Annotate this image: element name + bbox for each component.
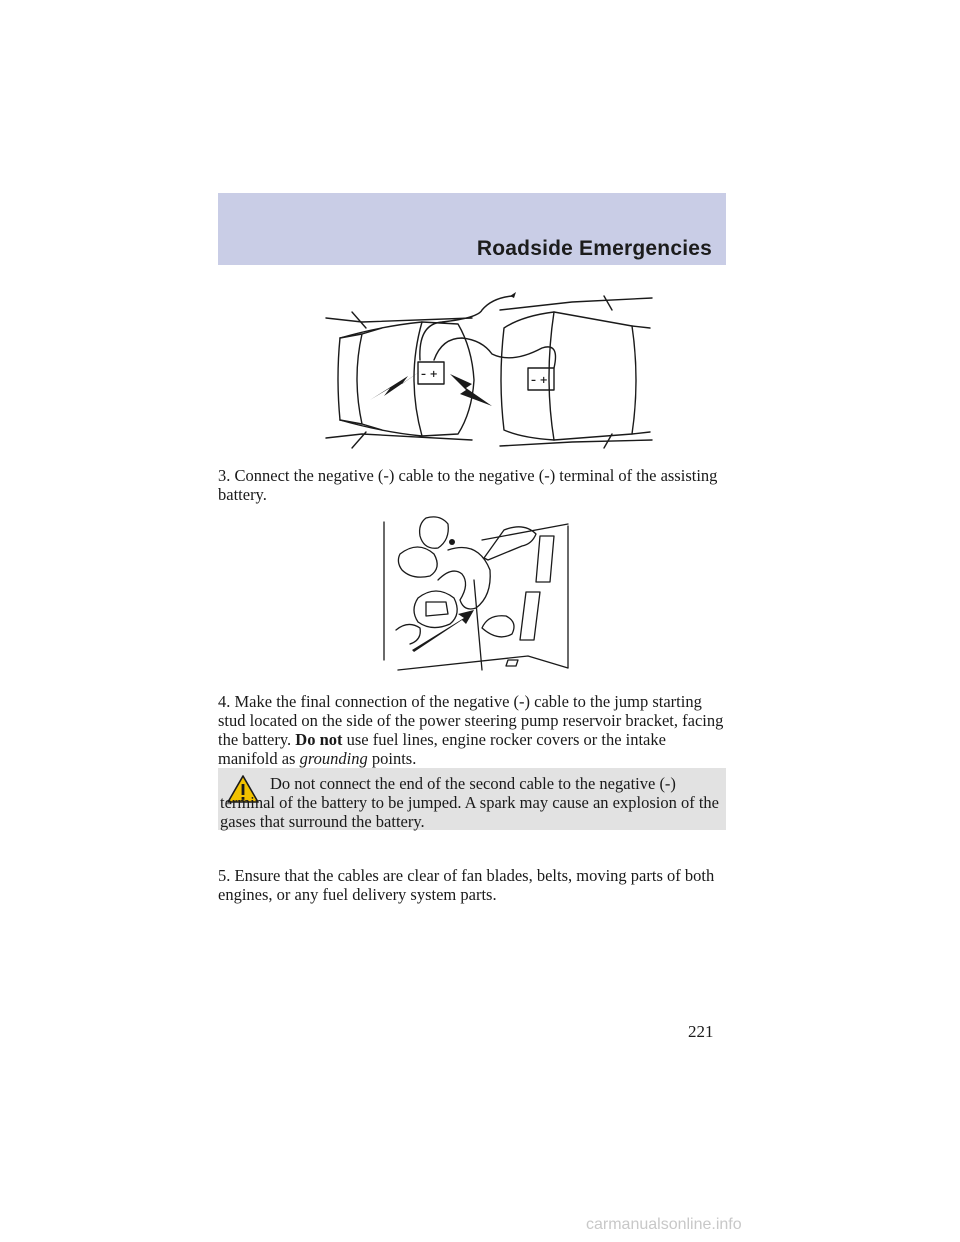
step-4-text-end: points. <box>367 749 417 768</box>
battery-b-terminals: – + <box>531 375 548 386</box>
section-title: Roadside Emergencies <box>476 237 712 260</box>
warning-box <box>218 768 726 830</box>
section-header-band <box>218 193 726 265</box>
battery-a-terminals: – + <box>421 369 438 380</box>
step-4-text-start: 4. Make the final connection of the negative (-) cable to the jump starting stud located on the side of the power steering pump reservoir bracket, facing the battery. <box>218 692 724 749</box>
step-4-text-middle: use fuel lines, engine rocker covers or the intake manifold as <box>218 730 666 768</box>
watermark: carmanualsonline.info <box>586 1216 742 1233</box>
page-number: 221 <box>688 1022 714 1041</box>
warning-text: Do not connect the end of the second cable to the negative (-) terminal of the battery to be jumped. A spark may cause an explosion of the gases that surround the battery. <box>220 774 719 831</box>
step-4-paragraph <box>218 692 728 768</box>
step-3-paragraph: 3. Connect the negative (-) cable to the negative (-) terminal of the assisting battery. <box>218 466 718 504</box>
step-5-paragraph: 5. Ensure that the cables are clear of fan blades, belts, moving parts of both engines, or any fuel delivery system parts. <box>218 866 715 904</box>
step-4-grounding: grounding <box>299 749 368 768</box>
step-4-do-not: Do not <box>295 730 343 749</box>
jump-start-cars-illustration <box>322 288 654 452</box>
engine-bay-illustration <box>378 510 570 678</box>
